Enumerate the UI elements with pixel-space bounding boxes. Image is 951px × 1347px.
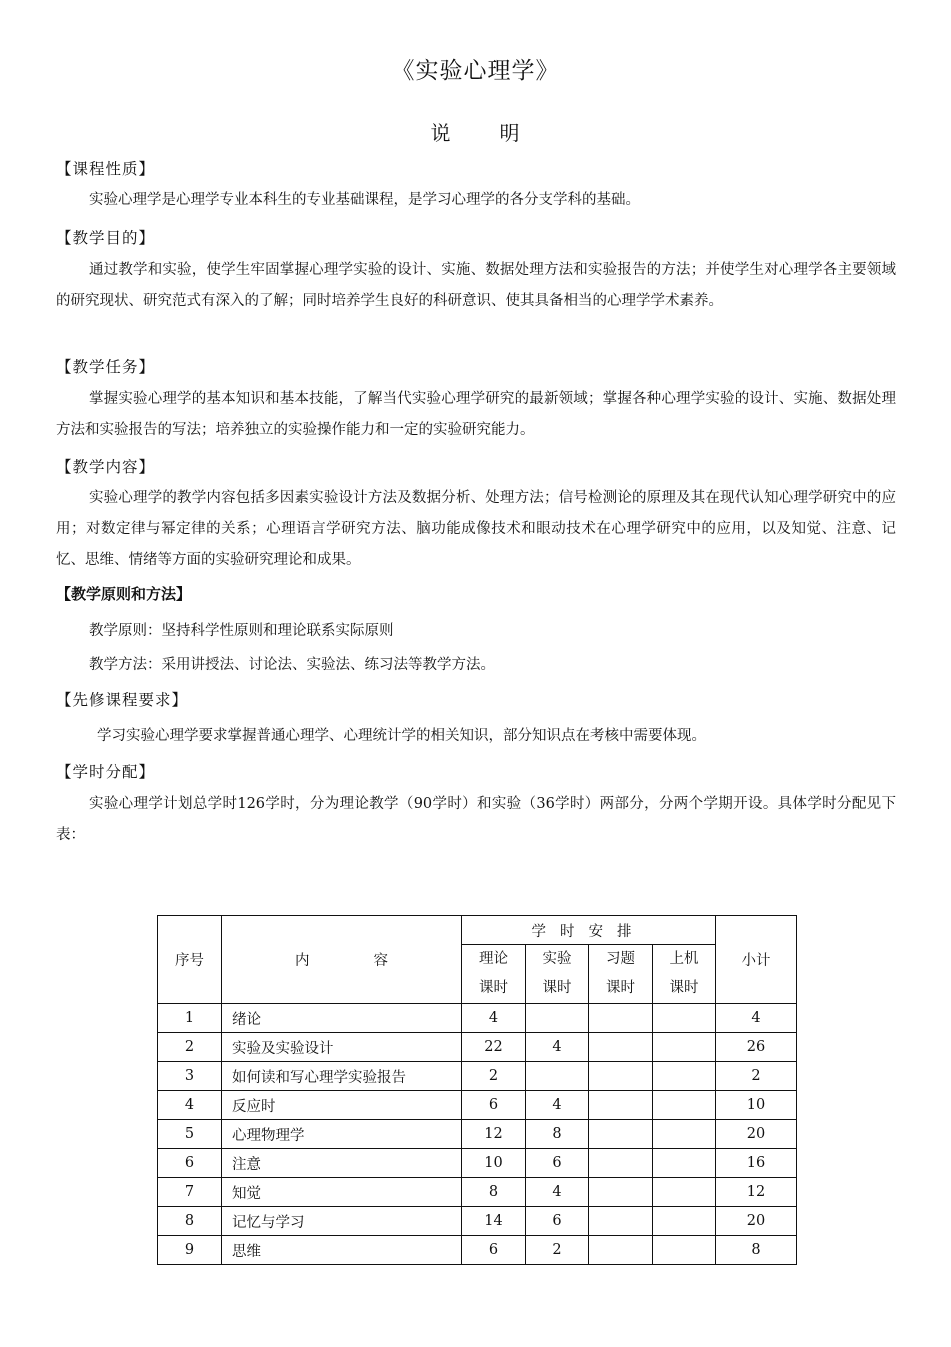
cell-computer	[653, 1033, 716, 1062]
table-row	[158, 1178, 797, 1207]
table-row	[158, 1149, 797, 1178]
section-heading-hours: 【学时分配】	[56, 763, 156, 781]
section-text-nature: 实验心理学是心理学专业本科生的专业基础课程，是学习心理学的各分支学科的基础。	[89, 192, 640, 208]
cell-computer	[653, 1207, 716, 1236]
header-computer-line-2: 课时	[669, 980, 699, 996]
cell-experiment: 8	[526, 1120, 589, 1149]
section-heading-purpose: 【教学目的】	[56, 229, 156, 247]
cell-subtotal: 4	[716, 1004, 797, 1033]
cell-experiment: 4	[526, 1178, 589, 1207]
header-content-char-1: 内	[295, 953, 310, 969]
cell-exercise	[589, 1120, 653, 1149]
header-theory-line-1: 理论	[479, 951, 508, 967]
header-content	[222, 916, 462, 1004]
cell-exercise	[589, 1236, 653, 1265]
cell-exercise	[589, 1033, 653, 1062]
cell-seq: 5	[158, 1120, 222, 1149]
cell-computer	[653, 1178, 716, 1207]
document-title: 《实验心理学》	[391, 58, 560, 84]
header-exercise-line-1: 习题	[606, 951, 635, 967]
cell-theory: 8	[462, 1178, 526, 1207]
cell-computer	[653, 1062, 716, 1091]
section-heading-principles: 【教学原则和方法】	[56, 585, 192, 603]
header-theory	[462, 945, 526, 1004]
header-experiment	[526, 945, 589, 1004]
cell-subtotal: 26	[716, 1033, 797, 1062]
cell-exercise	[589, 1091, 653, 1120]
cell-content: 记忆与学习	[222, 1207, 462, 1236]
table-row	[158, 1091, 797, 1120]
subtitle-char-2: 明	[499, 121, 521, 145]
cell-experiment	[526, 1062, 589, 1091]
table-row	[158, 1120, 797, 1149]
section-heading-nature: 【课程性质】	[56, 160, 156, 178]
section-heading-prereq: 【先修课程要求】	[56, 691, 189, 709]
cell-exercise	[589, 1149, 653, 1178]
section-text-content: 实验心理学的教学内容包括多因素实验设计方法及数据分析、处理方法；信号检测论的原理及其在现代认知心理学研究中的应用；对数定律与幂定律的关系；心理语言学研究方法、脑功能成像技术和眼动技术在心理学研究中的应用，以及知觉、注意、记忆、思维、情绪等方面的实验研究理论和成果。	[56, 490, 896, 568]
header-arrangement: 学时安排	[462, 916, 716, 945]
cell-theory: 22	[462, 1033, 526, 1062]
cell-subtotal: 10	[716, 1091, 797, 1120]
cell-theory: 2	[462, 1062, 526, 1091]
section-text-tasks: 掌握实验心理学的基本知识和基本技能，了解当代实验心理学研究的最新领域；掌握各种心理学实验的设计、实施、数据处理方法和实验报告的写法；培养独立的实验操作能力和一定的实验研究能力。	[56, 391, 896, 438]
section-heading-tasks: 【教学任务】	[56, 358, 156, 376]
cell-experiment: 2	[526, 1236, 589, 1265]
cell-seq: 8	[158, 1207, 222, 1236]
cell-experiment: 4	[526, 1033, 589, 1062]
cell-computer	[653, 1149, 716, 1178]
cell-seq: 6	[158, 1149, 222, 1178]
cell-seq: 7	[158, 1178, 222, 1207]
cell-subtotal: 16	[716, 1149, 797, 1178]
hours-table	[157, 915, 797, 1265]
cell-computer	[653, 1236, 716, 1265]
cell-theory: 6	[462, 1236, 526, 1265]
cell-theory: 14	[462, 1207, 526, 1236]
header-subtotal: 小计	[716, 916, 797, 1004]
table-row	[158, 1062, 797, 1091]
cell-content: 绪论	[222, 1004, 462, 1033]
section-text-prereq: 学习实验心理学要求掌握普通心理学、心理统计学的相关知识，部分知识点在考核中需要体现。	[97, 728, 706, 744]
cell-subtotal: 12	[716, 1178, 797, 1207]
section-text-hours: 实验心理学计划总学时126学时，分为理论教学（90学时）和实验（36学时）两部分，分两个学期开设。具体学时分配见下表：	[56, 796, 896, 843]
cell-computer	[653, 1091, 716, 1120]
cell-experiment: 6	[526, 1207, 589, 1236]
header-computer	[653, 945, 716, 1004]
cell-exercise	[589, 1178, 653, 1207]
cell-content: 实验及实验设计	[222, 1033, 462, 1062]
cell-theory: 10	[462, 1149, 526, 1178]
cell-theory: 4	[462, 1004, 526, 1033]
cell-seq: 4	[158, 1091, 222, 1120]
header-seq: 序号	[158, 916, 222, 1004]
header-computer-line-1: 上机	[669, 951, 699, 967]
cell-subtotal: 8	[716, 1236, 797, 1265]
cell-seq: 3	[158, 1062, 222, 1091]
header-theory-line-2: 课时	[479, 980, 508, 996]
table-row	[158, 1004, 797, 1033]
cell-content: 如何读和写心理学实验报告	[222, 1062, 462, 1091]
table-header-row	[158, 916, 797, 945]
header-experiment-line-2: 课时	[542, 980, 572, 996]
cell-exercise	[589, 1062, 653, 1091]
cell-computer	[653, 1004, 716, 1033]
header-exercise	[589, 945, 653, 1004]
cell-content: 反应时	[222, 1091, 462, 1120]
cell-seq: 2	[158, 1033, 222, 1062]
cell-exercise	[589, 1207, 653, 1236]
cell-subtotal: 2	[716, 1062, 797, 1091]
cell-experiment: 4	[526, 1091, 589, 1120]
table-row	[158, 1207, 797, 1236]
header-exercise-line-2: 课时	[606, 980, 635, 996]
cell-content: 思维	[222, 1236, 462, 1265]
cell-exercise	[589, 1004, 653, 1033]
cell-theory: 6	[462, 1091, 526, 1120]
cell-theory: 12	[462, 1120, 526, 1149]
cell-content: 注意	[222, 1149, 462, 1178]
cell-subtotal: 20	[716, 1120, 797, 1149]
header-content-char-2: 容	[373, 953, 388, 969]
cell-seq: 1	[158, 1004, 222, 1033]
cell-content: 心理物理学	[222, 1120, 462, 1149]
table-row	[158, 1033, 797, 1062]
section-text-method: 教学方法：采用讲授法、讨论法、实验法、练习法等教学方法。	[89, 657, 495, 673]
cell-experiment: 6	[526, 1149, 589, 1178]
section-text-purpose: 通过教学和实验，使学生牢固掌握心理学实验的设计、实施、数据处理方法和实验报告的方法；并使学生对心理学各主要领域的研究现状、研究范式有深入的了解；同时培养学生良好的科研意识、使其具备相当的心理学学术素养。	[56, 262, 896, 309]
cell-content: 知觉	[222, 1178, 462, 1207]
table-row	[158, 1236, 797, 1265]
section-heading-content: 【教学内容】	[56, 458, 156, 476]
document-subtitle	[0, 117, 951, 146]
cell-computer	[653, 1120, 716, 1149]
subtitle-char-1: 说	[430, 121, 452, 145]
section-text-principle: 教学原则：坚持科学性原则和理论联系实际原则	[89, 623, 394, 639]
header-experiment-line-1: 实验	[542, 951, 572, 967]
cell-seq: 9	[158, 1236, 222, 1265]
cell-experiment	[526, 1004, 589, 1033]
cell-subtotal: 20	[716, 1207, 797, 1236]
